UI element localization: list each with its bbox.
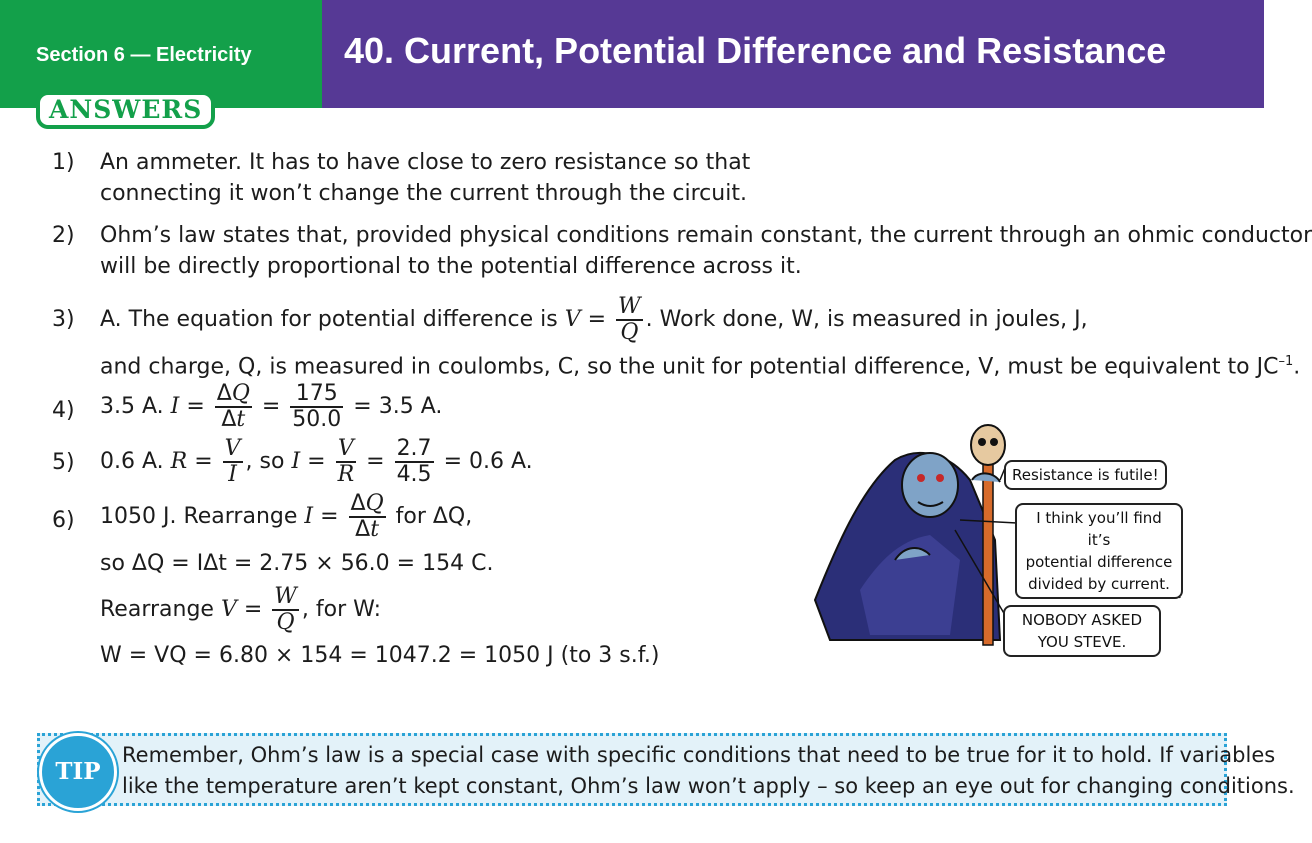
answer-text-a: 1050 J. Rearrange xyxy=(100,504,298,529)
fraction-v-over-i: $\frac{V}{I}$ xyxy=(224,436,241,487)
answer-text: W = VQ = 6.80 × 154 = 1047.2 = 1050 J (to 3 s.f.) xyxy=(100,643,660,668)
answer-result: = 3.5 A. xyxy=(353,394,443,419)
speech-bubble-2: I think you’ll find it’s potential difference divided by current. xyxy=(1015,503,1183,599)
tip-line-1: Remember, Ohm’s law is a special case with specific conditions that need to be true for it to hold. If variables xyxy=(122,743,1276,767)
answer-text-b: for ΔQ, xyxy=(395,504,473,529)
answer-text-a: Rearrange xyxy=(100,597,214,622)
title-header xyxy=(322,0,1264,108)
answer-line: and charge, Q, is measured in coulombs, C, so the unit for potential difference, V, must be equivalent to JC xyxy=(100,354,1279,380)
fraction-v-over-r: $\frac{V}{R}$ xyxy=(337,436,355,487)
fraction-dq-dt: $\frac{\Delta Q}{\Delta t}$ xyxy=(216,381,250,432)
answer-text: An ammeter. It has to have close to zero resistance so that xyxy=(100,150,751,175)
answer-text: 1050 J. Rearrange I = $\frac{\Delta Q}{\Delta t}$ for ΔQ, xyxy=(100,491,473,542)
answer-text-b: , for W: xyxy=(301,597,381,622)
page-title: 40. Current, Potential Difference and Resistance xyxy=(344,30,1167,71)
answer-number: 1) xyxy=(52,150,75,175)
answer-end: . xyxy=(1293,354,1301,380)
tip-badge: TIP xyxy=(39,733,117,811)
superscript: –1 xyxy=(1278,354,1294,369)
answer-number: 5) xyxy=(52,450,75,475)
answer-text: connecting it won’t change the current through the circuit. xyxy=(100,181,747,206)
answer-text: 0.6 A. R = $\frac{V}{I}$ , so I = $\frac{V}{R}$ = $\frac{2.7}{4.5}$ = 0.6 A. xyxy=(100,436,533,487)
speech-bubble-1: Resistance is futile! xyxy=(1004,460,1167,490)
answer-number: 6) xyxy=(52,508,75,533)
answer-number: 3) xyxy=(52,307,75,332)
answer-text-a: 0.6 A. xyxy=(100,449,164,474)
fraction-w-over-q: $\frac{W}{Q}$ xyxy=(618,294,641,345)
answer-text: Ohm’s law states that, provided physical conditions remain constant, the current through an ohmic conductor xyxy=(100,223,1312,248)
answer-text: will be directly proportional to the potential difference across it. xyxy=(100,254,802,279)
answer-text: 3.5 A. I = $\frac{\Delta Q}{\Delta t}$ = $\frac{175}{50.0}$ = 3.5 A. xyxy=(100,381,443,432)
fraction-w-over-q: $\frac{W}{Q}$ xyxy=(274,584,297,635)
tip-line-2: like the temperature aren’t kept constant, Ohm’s law won’t apply – so keep an eye out for changing conditions. xyxy=(122,774,1295,798)
answer-number: 4) xyxy=(52,398,75,423)
answer-text: Rearrange V = $\frac{W}{Q}$ , for W: xyxy=(100,584,381,635)
answer-text-a: A. The equation for potential difference is xyxy=(100,307,565,332)
answer-text: A. The equation for potential difference is V = $\frac{W}{Q}$ . Work done, W, is measured in joules, J, xyxy=(100,294,1088,345)
answer-text-b: . Work done, W, is measured in joules, J, xyxy=(645,307,1088,332)
answers-badge: ANSWERS xyxy=(36,91,215,129)
answer-text-a: 3.5 A. xyxy=(100,394,164,419)
section-label: Section 6 — Electricity xyxy=(36,44,252,66)
fraction-values: $\frac{175}{50.0}$ xyxy=(292,381,342,432)
fraction-dq-dt: $\frac{\Delta Q}{\Delta t}$ xyxy=(350,491,384,542)
fraction-values: $\frac{2.7}{4.5}$ xyxy=(396,436,432,487)
answer-result: = 0.6 A. xyxy=(443,449,533,474)
tip-text xyxy=(122,740,1295,802)
answer-text xyxy=(100,346,1300,382)
answer-text: so ΔQ = IΔt = 2.75 × 56.0 = 154 C. xyxy=(100,551,494,576)
answer-number: 2) xyxy=(52,223,75,248)
speech-bubble-3: NOBODY ASKED YOU STEVE. xyxy=(1003,605,1161,657)
